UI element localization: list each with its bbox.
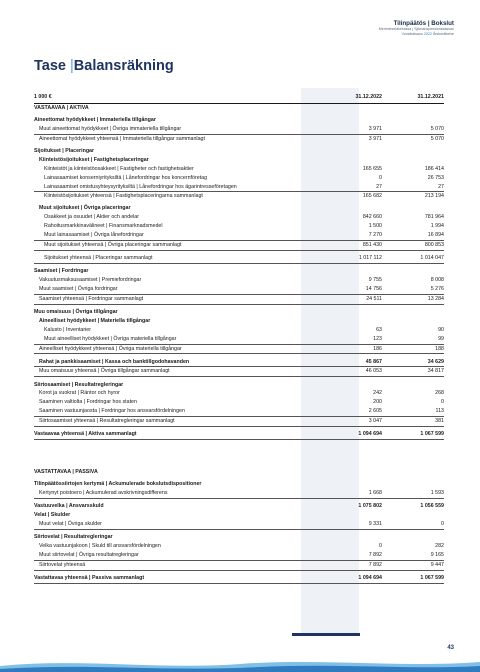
table-row [34,345,444,355]
value-2021: 1 067 599 [420,574,444,581]
section-heading-row [34,147,444,156]
table-row [34,183,444,193]
table-row [34,520,444,530]
value-2021: 8 008 [430,277,444,284]
row-label: Korot ja vuokrat | Räntor och hyror [39,390,120,397]
report-subtitle: Vuosikatsaus 2022 Årsberättelse [401,31,454,36]
row-label: Muut sijoitukset | Övriga placeringar [39,205,131,212]
table-row [34,502,444,511]
row-label: Saamiset yhteensä | Fordringar sammanlagt [39,295,144,302]
value-2022: 3 971 [368,135,382,142]
table-row [34,335,444,345]
row-label: Muut aineettomat hyödykkeet | Övriga immateriella tillgångar [39,125,182,132]
row-label: Lainasaamiset konserniyrityksiltä | Lånefordringar hos koncernföretag [44,174,208,181]
section-heading-row [34,317,444,326]
row-label: Vastaavaa yhteensä | Aktiva sammanlagt [34,431,137,438]
value-2021: 5 070 [430,125,444,132]
section-spacer [34,440,444,468]
value-2022: 3 047 [368,418,382,425]
value-2022: 851 430 [362,242,382,249]
row-label: Aineelliset hyödykkeet | Materiella tillgångar [39,317,151,324]
value-2022: 24 511 [366,295,382,302]
row-label: Kiinteistösijoitukset | Fastighetsplaceringar [39,156,149,163]
value-2021: 113 [435,408,444,415]
value-2022: 3 971 [368,125,382,132]
row-label: Vastattavaa yhteensä | Passiva sammanlagt [34,574,145,581]
row-label: Saaminen valtiolta | Fordringar hos staten [39,399,137,406]
table-row [34,407,444,417]
row-label: Siirtovelat | Resultatregleringar [34,533,113,540]
row-label: Muut velat | Övriga skulder [39,520,102,527]
value-2022: 14 756 [365,285,382,292]
value-2022: 27 [376,183,382,190]
row-label: Vastuuvelka | Ansvarsskuld [34,503,104,510]
value-2022: 0 [379,542,382,549]
value-2021: 282 [435,542,444,549]
value-2021: 381 [435,418,444,425]
table-row [34,367,444,377]
row-label: Muut lainasaamiset | Övriga lånefordringar [44,232,144,239]
row-label: Kertynyt poistoero | Ackumulerad avskrivningsdifferens [39,490,168,497]
value-2021: 1 067 599 [420,431,444,438]
value-2022: 46 053 [365,368,382,375]
row-label: Siirtosaamiset yhteensä | Resultatregleringar sammanlagt [39,418,175,425]
row-label: Kiinteistöt ja kiinteistöosakkeet | Fastigheter och fastighetsaktier [44,165,194,172]
value-2022: 1 500 [368,223,382,230]
table-row [34,561,444,571]
table-row [34,417,444,427]
row-label: Muut sijoitukset yhteensä | Övriga placeringar sammanlagt [44,242,182,249]
value-2022: 123 [373,335,382,342]
value-2021: 186 414 [424,165,444,172]
column-header-2022: 31.12.2022 [355,94,382,100]
table-row [34,165,444,174]
column-header-2021: 31.12.2021 [417,94,444,100]
balance-sheet-table [34,92,444,584]
value-2021: 5 070 [430,135,444,142]
row-label: Saaminen vastuunjaosta | Fordringar hos ansvarsfördelningen [39,408,185,415]
row-label: Rahat ja pankkisaamiset | Kassa och banktillgodohavanden [39,358,190,365]
row-label: Aineettomat hyödykkeet | Immateriella tillgångar [34,117,156,124]
row-label: Muu omaisuus | Övriga tillgångar [34,308,118,315]
value-2021: 1 056 559 [420,503,444,510]
value-2021: 1 994 [430,223,444,230]
section-heading-row [34,511,444,520]
value-2021: 0 [441,520,444,527]
value-2021: 90 [438,326,444,333]
table-row [34,389,444,398]
value-2021: 188 [435,345,444,352]
table-row [34,358,444,368]
value-2021: 5 276 [430,285,444,292]
table-row [34,326,444,335]
value-2022: 200 [373,399,382,406]
value-2022: 165 655 [362,165,382,172]
table-row [34,231,444,241]
row-label: Aineettomat hyödykkeet yhteensä | Immateriella tillgångar sammanlagt [39,135,205,142]
section-heading-row [34,381,444,390]
value-2022: 186 [373,345,382,352]
table-row [34,192,444,201]
row-label: Muu omaisuus yhteensä | Övriga tillgångar sammanlagt [39,368,170,375]
section-heading-row [34,468,444,477]
row-label: VASTAAVAA | AKTIVA [34,105,89,111]
value-2022: 0 [379,174,382,181]
row-label: Muut aineelliset hyödykkeet | Övriga materiella tillgångar [44,335,177,342]
row-label: Kalusto | Inventarier [44,326,92,333]
value-2022: 9 331 [368,520,382,527]
value-2022: 7 892 [368,551,382,558]
section-heading-row [34,308,444,317]
table-row [34,213,444,222]
value-2021: 800 853 [424,242,444,249]
row-label: Vakuutusmaksusaamiset | Premiefordringar [39,277,142,284]
table-row [34,285,444,295]
value-2021: 9 447 [430,561,444,568]
value-2021: 1 014 047 [420,255,444,262]
decorative-wave [0,654,480,672]
value-2021: 781 964 [424,214,444,221]
table-row [34,222,444,231]
table-row [34,254,444,264]
table-row [34,295,444,305]
value-2021: 27 [438,183,444,190]
value-2022: 9 755 [368,277,382,284]
section-heading-row [34,156,444,165]
value-2021: 0 [441,399,444,406]
table-body [34,104,444,584]
unit-label: 1 000 € [34,94,52,100]
value-2022: 7 892 [368,561,382,568]
value-2022: 1 668 [368,490,382,497]
value-2022: 242 [373,390,382,397]
row-label: Muut siirtovelat | Övriga resultatregleringar [39,551,139,558]
value-2022: 1 075 802 [358,503,382,510]
row-label: Sijoitukset yhteensä | Placeringar sammanlagt [44,255,153,262]
section-heading-row [34,204,444,213]
organization-name: Merimieseläkekassa | Sjömanspensionskassan [378,27,454,31]
page-header [379,20,454,36]
row-label: Saamiset | Fordringar [34,268,89,275]
row-label: Muut saamiset | Övriga fordringar [39,285,118,292]
section-heading-row [34,267,444,276]
value-2022: 1 017 112 [358,255,382,262]
table-row [34,174,444,183]
value-2021: 1 593 [430,490,444,497]
section-heading-row [34,480,444,489]
value-2021: 16 894 [427,232,444,239]
value-2022: 2 605 [368,408,382,415]
value-2021: 34 629 [427,358,444,365]
row-label: Siirtovelat yhteensä [39,561,86,568]
table-row [34,551,444,561]
page-number: 43 [447,645,454,651]
value-2022: 7 270 [368,232,382,239]
table-header [34,92,444,104]
row-label: Tilinpäätössiirtojen kertymä | Ackumulerade bokslutsdispositioner [34,481,202,488]
row-label: VASTATTAVAA | PASSIVA [34,469,98,476]
table-row [34,430,444,440]
table-row [34,398,444,407]
row-label: Rahoitusmarkkinavälineet | Finansmarknadsmedel [44,223,163,230]
page-title: Tase |Balansräkning [34,58,174,74]
value-2021: 34 817 [427,368,444,375]
report-year: 2022 [423,31,432,36]
value-2021: 26 753 [427,174,444,181]
value-2021: 13 284 [427,295,444,302]
row-label: Osakkeet ja osuudet | Aktier och andelar [44,214,140,221]
table-row [34,241,444,251]
table-row [34,125,444,135]
table-row [34,574,444,584]
row-label: Kiinteistösijoitukset yhteensä | Fastighetsplaceringarna sammanlagt [44,193,203,200]
row-label: Lainasaamiset omistusyhteysyrityksiltä | Lånefordringar hos ägarintresseföretagen [44,183,237,190]
footer-accent-bar [292,633,360,636]
section-heading-row [34,116,444,125]
value-2021: 9 165 [430,551,444,558]
value-2022: 165 682 [362,193,382,200]
value-2022: 45 867 [365,358,382,365]
value-2022: 842 660 [362,214,382,221]
value-2021: 213 194 [424,193,444,200]
row-label: Velat | Skulder [34,512,71,519]
value-2022: 1 094 694 [358,431,382,438]
value-2022: 63 [376,326,382,333]
table-row [34,135,444,144]
row-label: Aineelliset hyödykkeet yhteensä | Övriga materiella tillgångar [39,345,182,352]
row-label: Siirtosaamiset | Resultatregleringar [34,381,124,388]
table-row [34,489,444,499]
row-label: Velka vastuunjakoon | Skuld till ansvarsfördelningen [39,542,161,549]
section-heading-row [34,104,444,113]
value-2022: 1 094 694 [358,574,382,581]
report-title: Tilinpäätös | Bokslut [393,20,454,27]
table-row [34,276,444,285]
title-separator: | [70,58,74,74]
value-2021: 99 [438,335,444,342]
table-row [34,542,444,551]
value-2021: 268 [435,390,444,397]
row-label: Sijoitukset | Placeringar [34,147,95,154]
section-heading-row [34,533,444,542]
